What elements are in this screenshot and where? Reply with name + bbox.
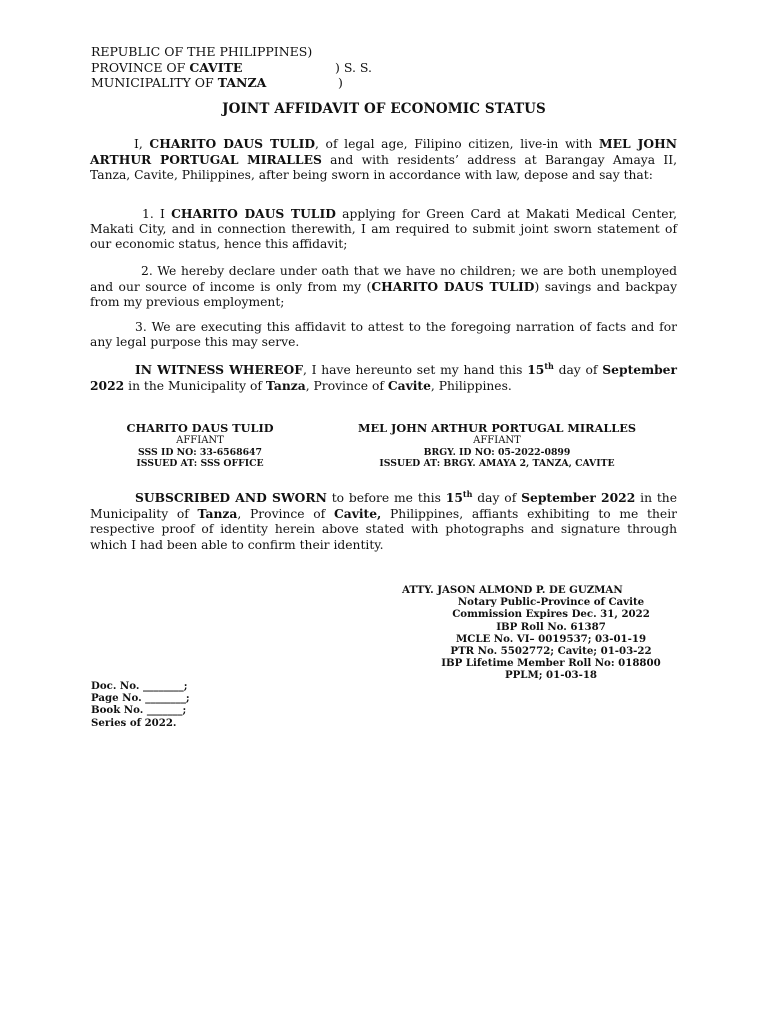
affiant-id: BRGY. ID NO: 05-2022-0899 xyxy=(423,447,571,458)
notary-detail: IBP Lifetime Member Roll No: 018800 xyxy=(441,657,661,670)
notary-detail: Notary Public-Province of Cavite xyxy=(457,596,645,609)
affiant-signature-block xyxy=(322,421,672,469)
intro-paragraph: I, CHARITO DAUS TULID, of legal age, Filipino citizen, live-in with MEL JOHN ARTHUR PORTUGAL MIRALLES and with residents’ address at Barangay Amaya II, Tanza, Cavite, Philippines, after being sworn in accordance with law, depose and say that: xyxy=(90,136,678,183)
notary-detail: MCLE No. VI– 0019537; 03-01-19 xyxy=(455,632,647,645)
statement-item-1: 1. I CHARITO DAUS TULID applying for Green Card at Makati Medical Center, Makati City, and in connection therewith, I am required to submit joint sworn statement of our economic status, hence this affidavit; xyxy=(90,206,677,252)
notary-detail: Commission Expires Dec. 31, 2022 xyxy=(452,608,650,621)
affiant-name: MEL JOHN ARTHUR PORTUGAL MIRALLES xyxy=(358,421,636,435)
caption-line-municipality: MUNICIPALITY OF TANZA ) xyxy=(91,75,343,90)
witness-clause: IN WITNESS WHEREOF, I have hereunto set my hand this 15th day of September 2022 in the Municipality of Tanza, Province of Cavite, Philippines. xyxy=(90,360,677,394)
document-reference xyxy=(91,680,190,729)
affiant-signature-block xyxy=(100,421,300,469)
ss-marker: ) S. S. xyxy=(335,59,373,75)
affiant-id-issued: ISSUED AT: SSS OFFICE xyxy=(136,458,264,469)
page-number-line: Page No. ________; xyxy=(91,692,190,705)
notary-detail: PTR No. 5502772; Cavite; 01-03-22 xyxy=(450,645,652,658)
statement-item-3: 3. We are executing this affidavit to attest to the foregoing narration of facts and for any legal purpose this may serve. xyxy=(90,320,677,350)
caption-line-republic: REPUBLIC OF THE PHILIPPINES) xyxy=(91,44,313,59)
book-number-line: Book No. _______; xyxy=(91,704,187,717)
notary-block xyxy=(376,584,726,682)
venue-caption xyxy=(91,44,373,91)
affiant-id: SSS ID NO: 33-6568647 xyxy=(138,447,262,458)
affiant-id-issued: ISSUED AT: BRGY. AMAYA 2, TANZA, CAVITE xyxy=(379,458,615,469)
document-title: JOINT AFFIDAVIT OF ECONOMIC STATUS xyxy=(222,101,546,117)
jurat-paragraph: SUBSCRIBED AND SWORN to before me this 15th day of September 2022 in the Municipality of Tanza, Province of Cavite, Philippines, affiants exhibiting to me their respective proof of identity herein above stated with photographs and signature through which I had been able to confirm their identity. xyxy=(90,488,678,552)
statement-item-2: 2. We hereby declare under oath that we have no children; we are both unemployed and our source of income is only from my (CHARITO DAUS TULID) savings and backpay from my previous employment; xyxy=(90,264,678,310)
notary-name: ATTY. JASON ALMOND P. DE GUZMAN xyxy=(402,584,623,596)
notary-detail: PPLM; 01-03-18 xyxy=(504,669,598,682)
province-name: CAVITE xyxy=(189,59,243,75)
affiant-role: AFFIANT xyxy=(176,435,224,446)
doc-number-line: Doc. No. ________; xyxy=(91,680,188,692)
affiant-role: AFFIANT xyxy=(473,435,521,446)
series-line: Series of 2022. xyxy=(91,716,177,729)
caption-line-province: PROVINCE OF CAVITE ) S. S. xyxy=(91,59,373,75)
notary-detail: IBP Roll No. 61387 xyxy=(496,620,606,633)
municipality-name: TANZA xyxy=(217,75,267,90)
affiant-name: CHARITO DAUS TULID xyxy=(126,421,274,435)
